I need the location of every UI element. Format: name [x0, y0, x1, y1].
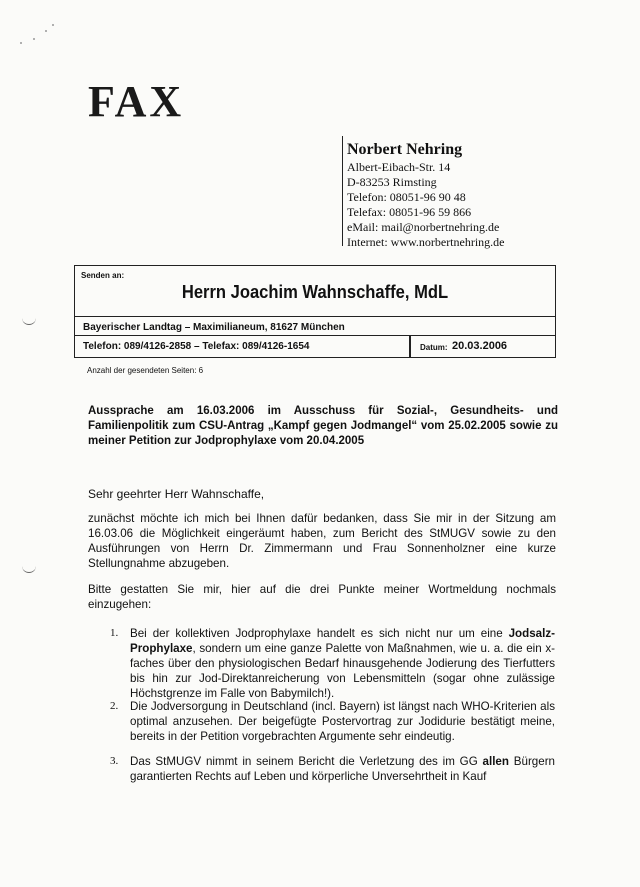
sender-email: eMail: mail@norbertnehring.de: [347, 220, 500, 234]
pages-sent-count: Anzahl der gesendeten Seiten: 6: [87, 366, 204, 375]
sender-street: Albert-Eibach-Str. 14: [347, 160, 451, 174]
list-item-number: 3.: [110, 755, 119, 767]
scan-speck: [52, 24, 54, 26]
send-to-label: Senden an:: [81, 271, 125, 280]
punch-hole-mark: [22, 566, 36, 573]
sender-block: [342, 136, 557, 249]
scan-speck: [45, 30, 47, 32]
list-item-number: 1.: [110, 627, 119, 639]
recipient-name: Herrn Joachim Wahnschaffe, MdL: [181, 282, 449, 302]
sender-phone: Telefon: 08051-96 90 48: [347, 190, 466, 204]
list-item-text: Bei der kollektiven Jodprophylaxe handelt es sich nicht nur um eine Jodsalz-Prophylaxe, sondern um eine ganze Palette von Maßnahmen, wie u. a. die ein x-faches über den physiologischen Bedarf hinausgehende Jodierung des Tierfutters bis hin zur Jod-Direktanreicherung von Lebensmitteln (sogar ohne zulässige Höchstgrenze im Falle von Babymilch!).: [130, 627, 555, 700]
list-item-number: 2.: [110, 700, 119, 712]
scan-speck: [33, 38, 35, 40]
recipient-box: [74, 265, 556, 358]
sender-city: D-83253 Rimsting: [347, 175, 437, 189]
date-divider: [409, 336, 411, 357]
date-value: 20.03.2006: [452, 340, 508, 352]
sender-name: Norbert Nehring: [347, 141, 463, 158]
body-paragraph-2: Bitte gestatten Sie mir, hier auf die drei Punkte meiner Wortmeldung nochmals einzugehen:: [88, 583, 556, 611]
sender-internet: Internet: www.norbertnehring.de: [347, 235, 505, 249]
body-paragraph-1: zunächst möchte ich mich bei Ihnen dafür bedanken, dass Sie mir in der Sitzung am 16.03.06 die Möglichkeit eingeräumt haben, zum Bericht des StMUGV sowie zu den Ausführungen von Herrn Dr. Zimmermann und Frau Sonnenholzner eine kurze Stellungnahme abzugeben.: [88, 512, 556, 570]
date-label: Datum:: [420, 343, 448, 352]
sender-fax: Telefax: 08051-96 59 866: [347, 205, 472, 219]
salutation: Sehr geehrter Herr Wahnschaffe,: [88, 487, 265, 501]
recipient-address: Bayerischer Landtag – Maximilianeum, 81627 München: [83, 322, 345, 333]
subject-line: Aussprache am 16.03.2006 im Ausschuss für Sozial-, Gesundheits- und Familienpolitik zum CSU-Antrag „Kampf gegen Jodmangel“ vom 25.02.2005 sowie zu meiner Petition zur Jodprophylaxe vom 20.04.2005: [88, 405, 558, 447]
list-item-text: Das StMUGV nimmt in seinem Bericht die Verletzung des im GG allen Bürgern garantierten Rechts auf Leben und körperliche Unversehrtheit in Kauf: [130, 755, 556, 783]
recipient-phone-fax: Telefon: 089/4126-2858 – Telefax: 089/4126-1654: [83, 341, 310, 352]
scan-speck: [20, 42, 22, 44]
punch-hole-mark: [22, 318, 36, 325]
fax-title: FAX: [88, 77, 185, 126]
list-item-text: Die Jodversorgung in Deutschland (incl. Bayern) ist längst nach WHO-Kriterien als optimal anzusehen. Der beigefügte Postervortrag zur Jodidurie bestätigt meine, bereits in der Petition vorgebrachten Argumente sehr eindeutig.: [130, 700, 555, 743]
